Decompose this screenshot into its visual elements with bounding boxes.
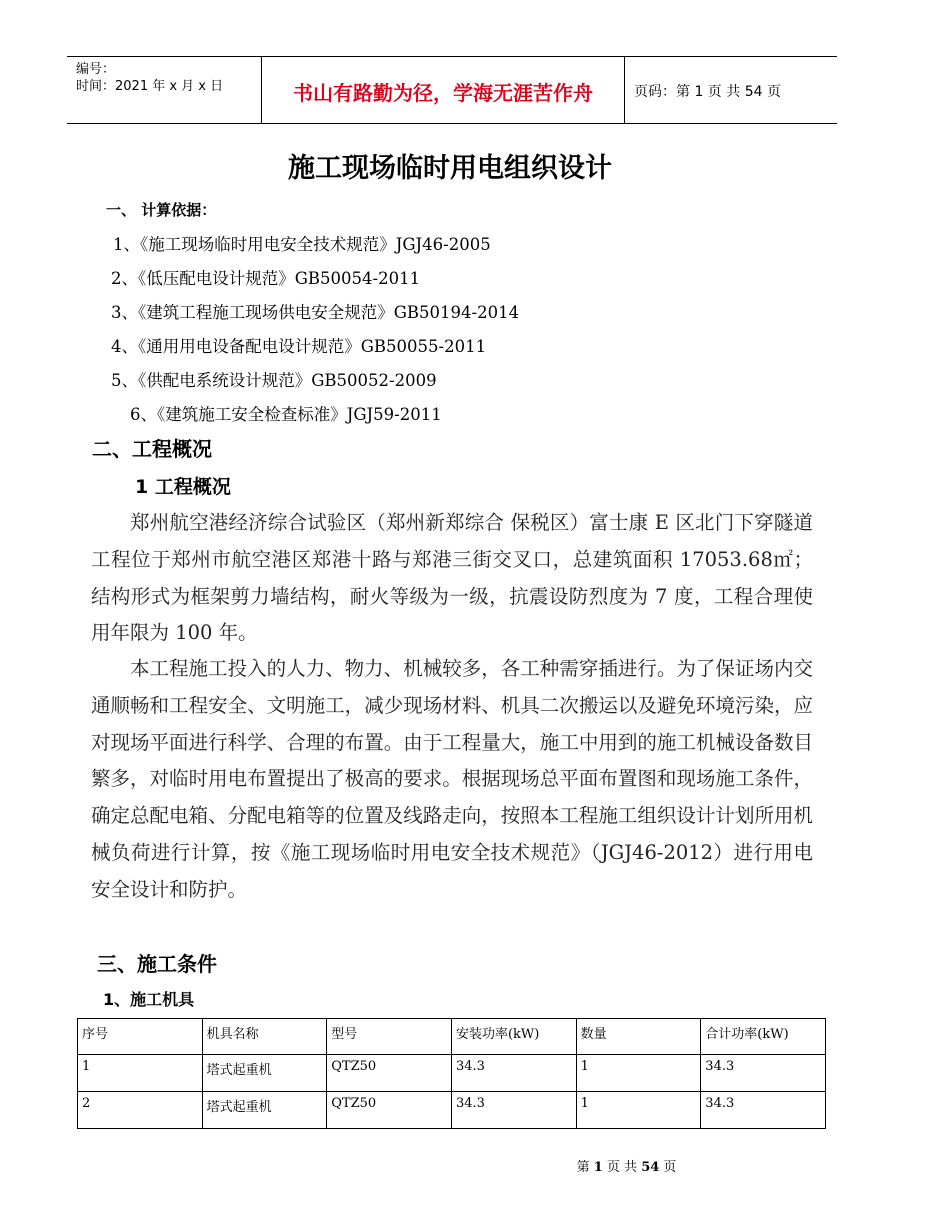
table-cell: 2 bbox=[78, 1092, 203, 1129]
reference-item: 1、《施工现场临时用电安全技术规范》JGJ46-2005 bbox=[113, 235, 491, 254]
table-cell: QTZ50 bbox=[327, 1092, 452, 1129]
table-header-cell: 序号 bbox=[78, 1019, 203, 1055]
footer-total-pages: 54 bbox=[641, 1160, 660, 1175]
reference-item: 3、《建筑工程施工现场供电安全规范》GB50194-2014 bbox=[111, 303, 520, 322]
footer-prefix: 第 bbox=[576, 1160, 590, 1175]
code-label: 编号： bbox=[76, 62, 116, 77]
machinery-table bbox=[77, 1018, 826, 1129]
time-label: 时间：2021 年 x 月 x 日 bbox=[76, 79, 224, 94]
subsection-heading-overview: 1 工程概况 bbox=[135, 476, 231, 498]
reference-item: 6、《建筑施工安全检查标准》JGJ59-2011 bbox=[130, 405, 442, 424]
table-header-cell: 合计功率(kW) bbox=[701, 1019, 826, 1055]
reference-item: 2、《低压配电设计规范》GB50054-2011 bbox=[111, 269, 421, 288]
table-cell: 1 bbox=[576, 1092, 701, 1129]
section-heading-conditions: 三、施工条件 bbox=[97, 952, 217, 976]
document-title: 施工现场临时用电组织设计 bbox=[288, 153, 612, 184]
section-heading-overview: 二、工程概况 bbox=[92, 437, 212, 461]
table-row bbox=[78, 1055, 826, 1092]
table-cell: 34.3 bbox=[451, 1092, 576, 1129]
table-cell: 1 bbox=[78, 1055, 203, 1092]
overview-paragraph: 本工程施工投入的人力、物力、机械较多，各工种需穿插进行。为了保证场内交通顺畅和工程安全、文明施工，减少现场材料、机具二次搬运以及避免环境污染，应对现场平面进行科学、合理的布置。由于工程量大，施工中用到的施工机械设备数目繁多，对临时用电布置提出了极高的要求。根据现场总平面布置图和现场施工条件，确定总配电箱、分配电箱等的位置及线路走向，按照本工程施工组织设计计划所用机械负荷进行计算，按《施工现场临时用电安全技术规范》（JGJ46-2012）进行用电安全设计和防护。 bbox=[91, 657, 813, 901]
overview-paragraph: 郑州航空港经济综合试验区（郑州新郑综合 保税区）富士康 E 区北门下穿隧道工程位于郑州市航空港区郑港十路与郑港三街交叉口，总建筑面积 17053.68㎡；结构形式为框架剪力墙结构，耐火等级为一级，抗震设防烈度为 7 度，工程合理使用年限为 100 年。 bbox=[91, 511, 813, 645]
table-header-row bbox=[78, 1019, 826, 1055]
header-motto: 书山有路勤为径，学海无涯苦作舟 bbox=[293, 81, 593, 105]
header-divider bbox=[624, 57, 625, 123]
header-page-info: 页码：第 1 页 共 54 页 bbox=[634, 84, 781, 100]
footer-page-number: 1 bbox=[593, 1160, 603, 1175]
table-cell: 34.3 bbox=[451, 1055, 576, 1092]
reference-item: 4、《通用用电设备配电设计规范》GB50055-2011 bbox=[111, 337, 487, 356]
table-cell: 34.3 bbox=[701, 1092, 826, 1129]
page-header bbox=[67, 56, 837, 124]
footer-suffix: 页 bbox=[663, 1160, 677, 1175]
header-divider bbox=[261, 57, 262, 123]
section-heading-basis: 一、 计算依据： bbox=[106, 201, 217, 219]
table-header-cell: 机具名称 bbox=[202, 1019, 327, 1055]
footer-middle: 页 共 bbox=[606, 1160, 638, 1175]
table-cell: 塔式起重机 bbox=[202, 1055, 327, 1092]
table-cell: 塔式起重机 bbox=[202, 1092, 327, 1129]
table-row bbox=[78, 1092, 826, 1129]
table-header-cell: 数量 bbox=[576, 1019, 701, 1055]
table-cell: 34.3 bbox=[701, 1055, 826, 1092]
subsection-heading-machines: 1、施工机具 bbox=[103, 990, 195, 1009]
reference-item: 5、《供配电系统设计规范》GB50052-2009 bbox=[111, 371, 437, 390]
table-cell: 1 bbox=[576, 1055, 701, 1092]
table-cell: QTZ50 bbox=[327, 1055, 452, 1092]
table-header-cell: 安装功率(kW) bbox=[451, 1019, 576, 1055]
header-meta bbox=[76, 61, 223, 95]
page-footer bbox=[0, 1156, 950, 1175]
table-header-cell: 型号 bbox=[327, 1019, 452, 1055]
